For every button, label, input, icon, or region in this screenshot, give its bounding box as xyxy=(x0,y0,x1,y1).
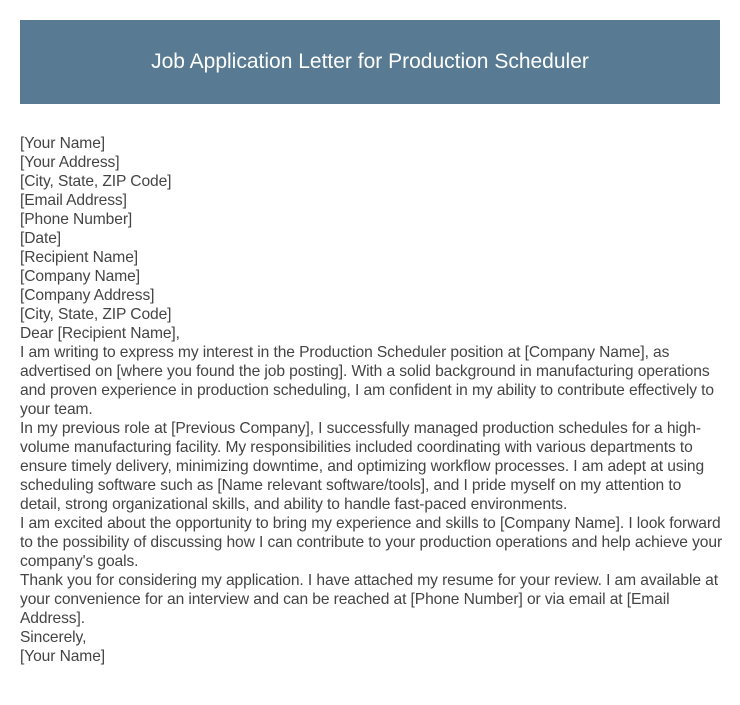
page-title: Job Application Letter for Production Scheduler xyxy=(151,50,589,73)
paragraph-interest: I am excited about the opportunity to bring my experience and skills to [Company Name]. I look forward to the possibility of discussing how I can contribute to your production operations and help achieve your company's goals. xyxy=(20,515,723,570)
recipient-city-state-zip: [City, State, ZIP Code] xyxy=(20,306,172,323)
recipient-name: [Recipient Name] xyxy=(20,249,139,266)
sender-phone: [Phone Number] xyxy=(20,211,133,228)
recipient-company: [Company Name] xyxy=(20,268,140,285)
paragraph-experience: In my previous role at [Previous Company], I successfully managed production schedules for a high-volume manufacturing facility. My responsibilities included coordinating with various departments to ensure timely delivery, minimizing downtime, and optimizing workflow processes. I am adept at using scheduling software such as [Name relevant software/tools], and I pride myself on my attention to detail, strong organizational skills, and ability to handle fast-paced environments. xyxy=(20,420,705,513)
recipient-address: [Company Address] xyxy=(20,287,155,304)
closing: Sincerely, xyxy=(20,629,87,646)
letter-body xyxy=(20,134,726,666)
signature: [Your Name] xyxy=(20,648,106,665)
letter-date: [Date] xyxy=(20,230,62,247)
page-header xyxy=(20,20,720,104)
sender-address: [Your Address] xyxy=(20,154,120,171)
sender-email: [Email Address] xyxy=(20,192,127,209)
paragraph-closing: Thank you for considering my application. I have attached my resume for your review. I am available at your convenience for an interview and can be reached at [Phone Number] or via email at [Email Address]. xyxy=(20,572,718,627)
sender-city-state-zip: [City, State, ZIP Code] xyxy=(20,173,172,190)
paragraph-intro: I am writing to express my interest in the Production Scheduler position at [Company Name], as advertised on [where you found the job posting]. With a solid background in manufacturing operations and proven experience in production scheduling, I am confident in my ability to contribute effectively to your team. xyxy=(20,344,714,418)
salutation: Dear [Recipient Name], xyxy=(20,325,180,342)
sender-name: [Your Name] xyxy=(20,135,106,152)
